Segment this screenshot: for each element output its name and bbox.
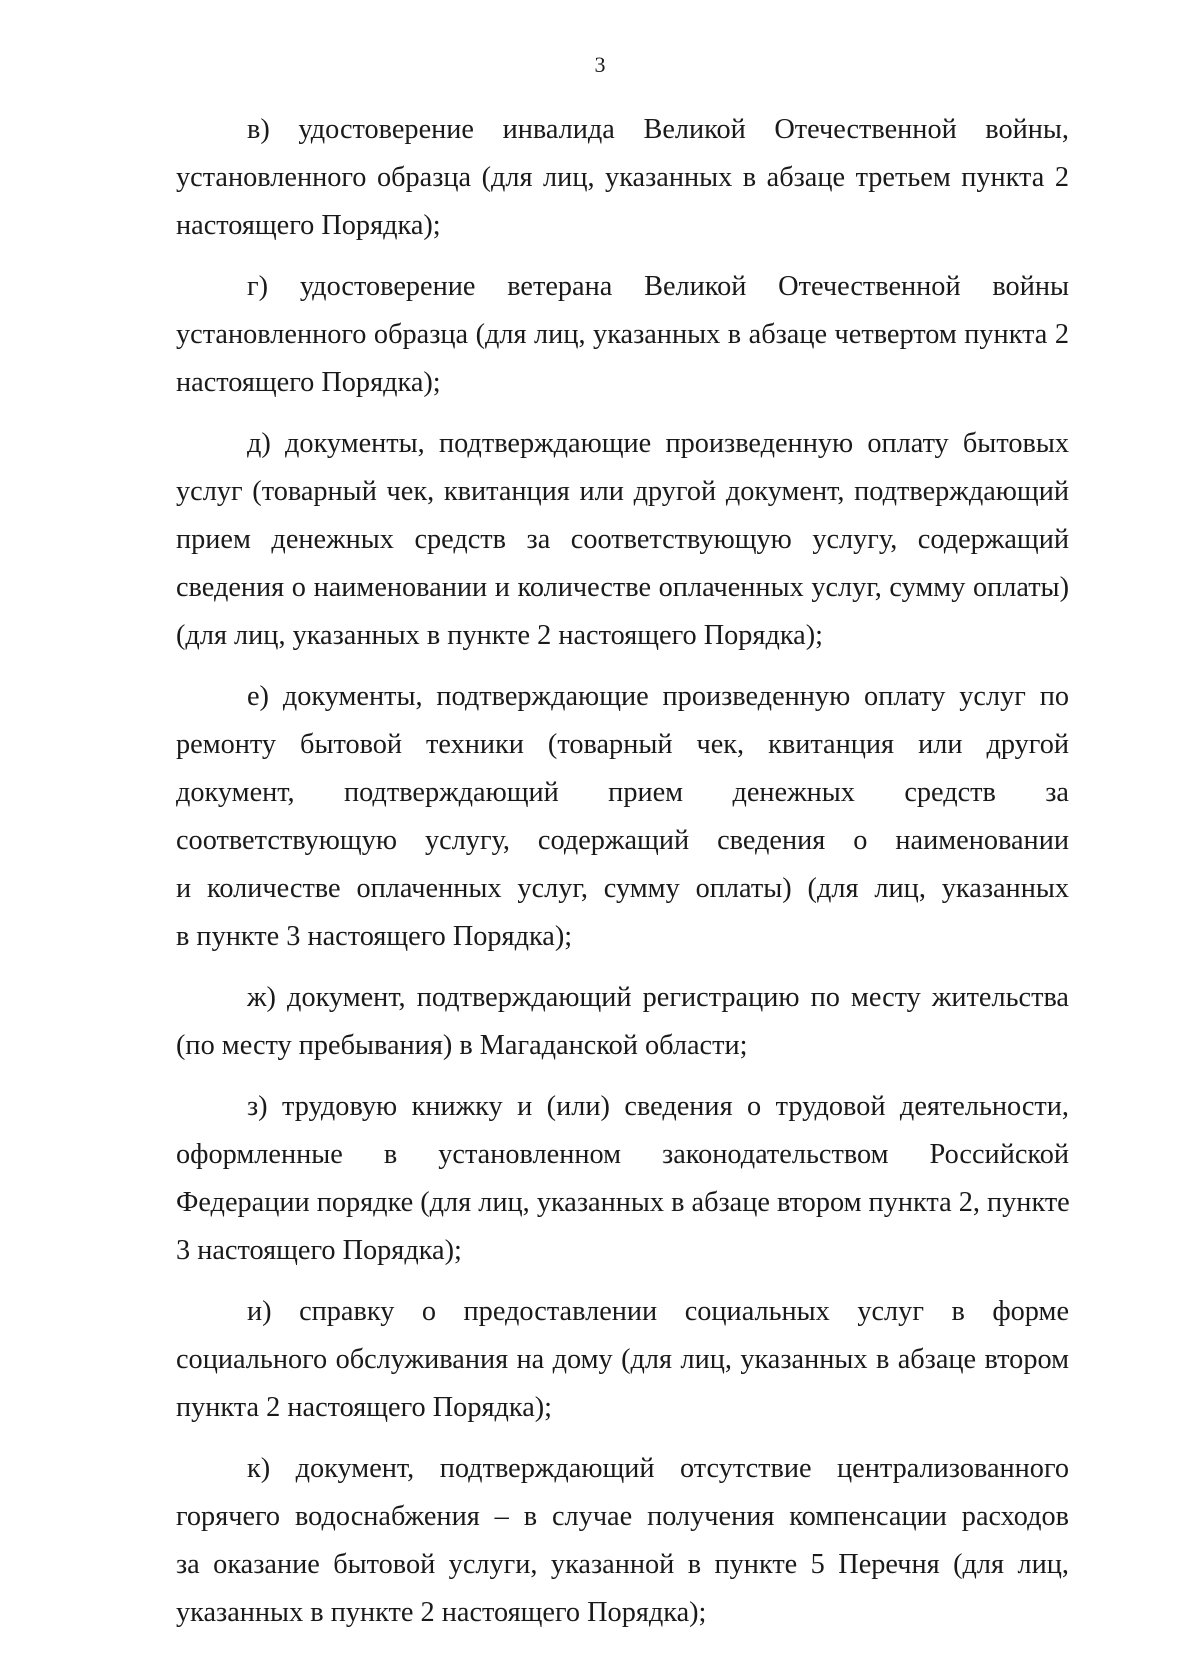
text-line: услуг (товарный чек, квитанция или другой документ, подтверждающий (176, 476, 1069, 507)
text-line: 3 настоящего Порядка); (176, 1235, 462, 1266)
list-item-e (176, 673, 1069, 961)
text-line: и) справку о предоставлении социальных услуг в форме (247, 1296, 1069, 1327)
text-line: к) документ, подтверждающий отсутствие централизованного (247, 1453, 1069, 1484)
page-number: 3 (594, 52, 606, 77)
text-line: соответствующую услугу, содержащий сведения о наименовании (176, 825, 1069, 856)
text-line: установленного образца (для лиц, указанных в абзаце четвертом пункта 2 (176, 319, 1069, 350)
text-line: в) удостоверение инвалида Великой Отечественной войны, (247, 114, 1069, 145)
text-line: оформленные в установленном законодательством Российской (176, 1139, 1069, 1170)
text-line: установленного образца (для лиц, указанных в абзаце третьем пункта 2 (176, 162, 1069, 193)
text-line: указанных в пункте 2 настоящего Порядка); (176, 1597, 707, 1628)
text-line: настоящего Порядка); (176, 210, 441, 241)
text-line: сведения о наименовании и количестве оплаченных услуг, сумму оплаты) (176, 572, 1069, 603)
list-item-i (176, 1288, 1069, 1432)
list-item-k (176, 1445, 1069, 1637)
document-body (176, 106, 1069, 1650)
text-line: документ, подтверждающий прием денежных средств за (176, 777, 1069, 808)
text-line: и количестве оплаченных услуг, сумму оплаты) (для лиц, указанных (176, 873, 1069, 904)
text-line: г) удостоверение ветерана Великой Отечественной войны (247, 271, 1069, 302)
text-line: Федерации порядке (для лиц, указанных в абзаце втором пункта 2, пункте (176, 1187, 1070, 1218)
text-line: (по месту пребывания) в Магаданской области; (176, 1030, 748, 1061)
text-line: социального обслуживания на дому (для лиц, указанных в абзаце втором (176, 1344, 1069, 1375)
text-line: пункта 2 настоящего Порядка); (176, 1392, 553, 1423)
text-line: е) документы, подтверждающие произведенную оплату услуг по (247, 681, 1069, 712)
text-line: горячего водоснабжения – в случае получения компенсации расходов (176, 1501, 1069, 1532)
list-item-v (176, 106, 1069, 250)
text-line: в пункте 3 настоящего Порядка); (176, 921, 573, 952)
text-line: з) трудовую книжку и (или) сведения о трудовой деятельности, (247, 1091, 1069, 1122)
text-line: ремонту бытовой техники (товарный чек, квитанция или другой (176, 729, 1069, 760)
list-item-zh (176, 974, 1069, 1070)
list-item-g (176, 263, 1069, 407)
text-line: ж) документ, подтверждающий регистрацию по месту жительства (247, 982, 1069, 1013)
list-item-d (176, 420, 1069, 660)
text-line: (для лиц, указанных в пункте 2 настоящего Порядка); (176, 620, 824, 651)
text-line: прием денежных средств за соответствующую услугу, содержащий (176, 524, 1069, 555)
text-line: д) документы, подтверждающие произведенную оплату бытовых (247, 428, 1069, 459)
text-line: за оказание бытовой услуги, указанной в пункте 5 Перечня (для лиц, (176, 1549, 1069, 1580)
list-item-z (176, 1083, 1069, 1275)
text-line: настоящего Порядка); (176, 367, 441, 398)
